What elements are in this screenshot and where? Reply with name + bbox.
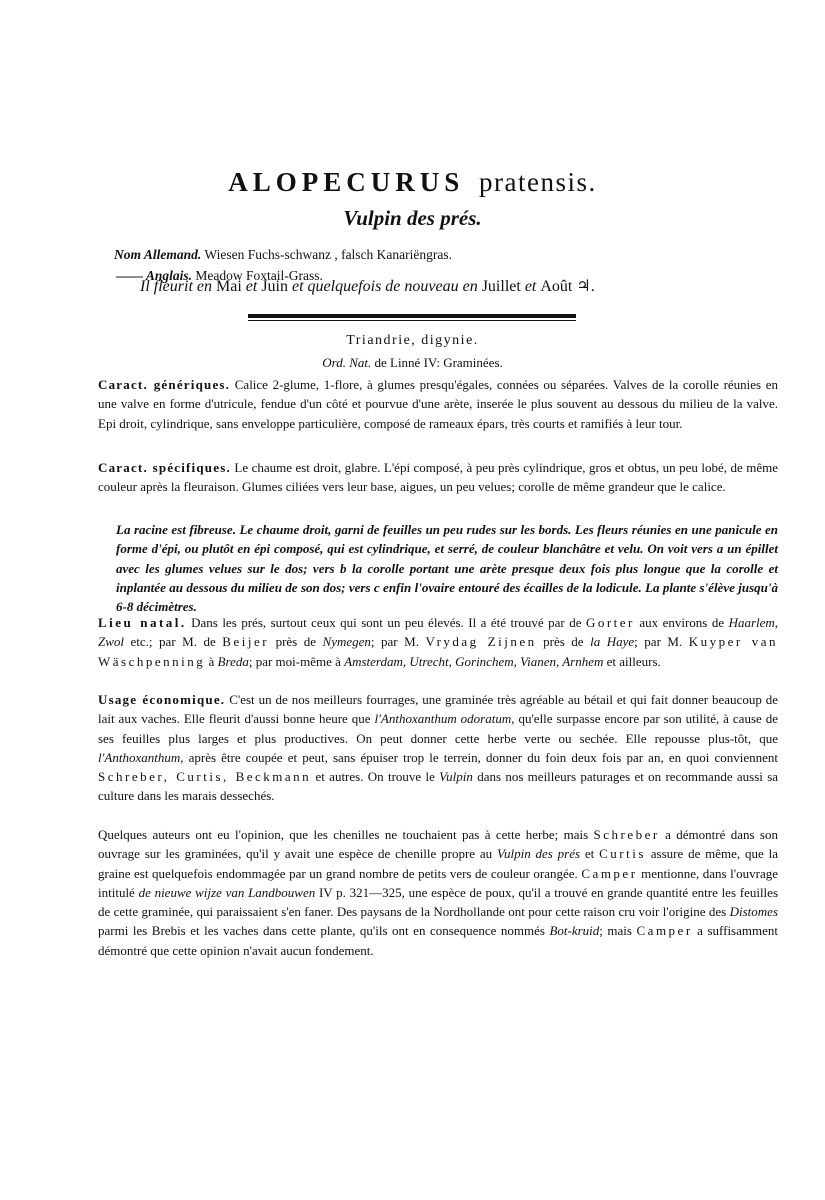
month-may: Mai: [215, 278, 242, 295]
species-reference: l'Anthoxanthum: [98, 749, 181, 765]
month-august: Août: [540, 278, 573, 295]
common-name: Vulpin des prés.: [343, 206, 482, 230]
habitat-text: ; par moi-même à: [248, 653, 341, 669]
species-reference: Vulpin: [439, 769, 473, 785]
place-name: Haarlem: [728, 615, 775, 630]
species-name: pratensis.: [479, 167, 597, 197]
authors-text: parmi les Brebis et les vaches dans cette plante, qu'ils ont en consequence nommés: [98, 923, 545, 939]
section-label: Caract. spécifiques.: [98, 460, 231, 475]
natural-order: [0, 355, 825, 371]
authors-text: Quelques auteurs ont eu l'opinion, que les chenilles ne touchaient pas à cette herbe; mais: [98, 827, 589, 842]
habitat-text: à: [208, 653, 215, 669]
person-name: Gorter: [585, 615, 635, 630]
flowering-text: et quelquefois de nouveau en: [291, 278, 478, 295]
usage-text: , qu'elle surpasse encore par son utilité, à cause de ses feuilles plus larges et plus productives. On peut donner cette herbe verte ou sechée. Elle repousse plus-tôt, que: [98, 711, 778, 746]
authors-text: assure de même, que la graine est quelquefois endommagée par un grand nombre de petits vers de couleur orangée.: [98, 846, 778, 881]
section-label: Lieu natal.: [98, 615, 187, 630]
habitat-text: et ailleurs.: [606, 653, 661, 669]
generic-characters: [98, 375, 778, 433]
section-text: Calice 2-glume, 1-flore, à glumes presqu'égales, connées ou séparées. Valves de la corolle réunies en une valve en forme d'utricule, fendue d'un côté et pourvue d'une arète, inserée le plus souvent au dessous du milieu de la valve. Epi droit, cylindrique, sans enveloppe particulière, composé de rameaux épars, très courts et ramifiés à leur tour.: [98, 377, 779, 431]
german-label: Nom Allemand.: [114, 247, 202, 262]
usage-text: dans nos meilleurs paturages et on recommande aussi sa culture dans les marais dessechés.: [98, 769, 779, 804]
plant-description: [112, 520, 778, 616]
habitat-text: Dans les prés, surtout ceux qui sont un peu élevés. Il a été trouvé par de: [191, 615, 582, 630]
order-text: de Linné IV: Graminées.: [374, 355, 503, 370]
authors-text: et: [584, 846, 595, 862]
german-name-line: [114, 244, 734, 265]
flowering-text: et: [524, 278, 537, 295]
divider-rule-thin: [248, 320, 576, 321]
usage-section: [98, 690, 778, 806]
habitat-text: etc.; par M. de: [130, 634, 216, 650]
authors-section: [98, 825, 778, 960]
place-name: Breda: [217, 653, 249, 669]
habitat-section: [98, 613, 778, 671]
place-name: la Haye: [590, 634, 635, 650]
section-label: Caract. génériques.: [98, 377, 231, 392]
person-name: Curtis: [599, 846, 646, 862]
genus-name: ALOPECURUS: [228, 167, 465, 197]
place-name: Amsterdam, Utrecht, Gorinchem, Vianen, Arnhem: [344, 653, 604, 669]
person-name: Beijer: [222, 634, 270, 650]
person-name: Schreber: [593, 827, 660, 842]
authors-text: IV p. 321—325, une espèce de poux, qu'il a trouvé en grande quantité entre les feuilles de cette graminée, qui paraissaient s'en faner. Des paysans de la Nordhollande ont pour cette raison cru voir l'origine des: [98, 884, 778, 920]
usage-text: et autres. On trouve le: [315, 769, 435, 785]
habitat-text: aux environs de: [639, 615, 725, 630]
plant-nickname: Bot-kruid: [549, 923, 600, 939]
place-name: Nymegen: [322, 634, 371, 650]
order-label: Ord. Nat.: [322, 355, 372, 370]
description-text: La racine est fibreuse. Le chaume droit, garni de feuilles un peu rudes sur les bords. Les fleurs réunies en une panicule en forme d'épi, ou plutôt en épi composé, qui est cylindrique, et serré, de couleur blanchâtre et velu. On voit vers a un épillet avec les glumes velues sur le dos; vers b la corolle portant une arète presque deux fois plus longue que la corolle et inplantée au dessous du milieu de son dos; vers c enfin l'ovaire entouré des écailles de la lodicule. La plante s'élève jusqu'à 6-8 décimètres.: [116, 522, 778, 615]
flowering-text: et: [245, 278, 258, 295]
flowering-text: Il fleurit en: [140, 278, 212, 295]
habitat-text: ,: [774, 615, 779, 630]
section-label: Usage économique.: [98, 692, 226, 707]
usage-text: C'est un de nos meilleurs fourrages, une graminée très agréable au bétail et qui fait donner beaucoup de lait aux vaches. Elle fleurit d'aussi bonne heure que: [98, 692, 779, 727]
person-name: Schreber, Curtis, Beckmann: [98, 769, 312, 785]
month-june: Juin: [261, 278, 288, 295]
person-name: Camper: [581, 865, 638, 881]
authors-text: ; mais: [599, 923, 632, 939]
german-value: Wiesen Fuchs-schwanz , falsch Kanariëngras.: [204, 247, 453, 262]
flowering-line: [140, 276, 740, 296]
section-text: Le chaume est droit, glabre. L'épi composé, à peu près cylindrique, gros et obtus, un peu lobé, de même couleur après la fleuraison. Glumes ciliées vers leur base, aigues, un peu velues; corolle de même grandeur que le calice.: [98, 460, 778, 495]
habitat-text: près de: [275, 634, 317, 650]
english-label: —— Anglais.: [116, 268, 193, 283]
authors-text: a suffisamment démontré que cette opinion n'avait aucun fondement.: [98, 923, 778, 958]
person-name: Vrydag Zijnen: [425, 634, 537, 650]
species-reference: l'Anthoxanthum odoratum: [374, 711, 512, 727]
person-name: Kuyper van Wäschpenning: [98, 634, 779, 669]
perennial-symbol: ♃.: [576, 278, 595, 295]
habitat-text: ; par M.: [634, 634, 683, 650]
habitat-text: ; par M.: [370, 634, 419, 650]
linnaean-class: Triandrie, digynie.: [346, 333, 479, 348]
usage-text: , après être coupée et peut, sans épuiser trop le terrein, donner du foin deux fois par an, en quoi conviennent: [180, 749, 778, 765]
species-reference: Vulpin des prés: [497, 846, 581, 862]
month-july: Juillet: [481, 278, 521, 295]
place-name: Zwol: [98, 634, 125, 650]
habitat-text: près de: [543, 634, 584, 650]
english-value: Meadow Foxtail-Grass.: [195, 268, 323, 283]
species-reference: Distomes: [729, 904, 778, 920]
authors-text: a démontré dans son ouvrage sur les graminées, qu'il y avait une espèce de chenille propre au: [98, 827, 778, 862]
authors-text: mentionne, dans l'ouvrage intitulé: [98, 865, 778, 900]
specific-characters: [98, 458, 778, 497]
person-name: Camper: [636, 923, 693, 939]
book-title: de nieuwe wijze van Landbouwen: [138, 884, 316, 900]
page-title: [0, 166, 825, 198]
divider-rule: [248, 314, 576, 318]
